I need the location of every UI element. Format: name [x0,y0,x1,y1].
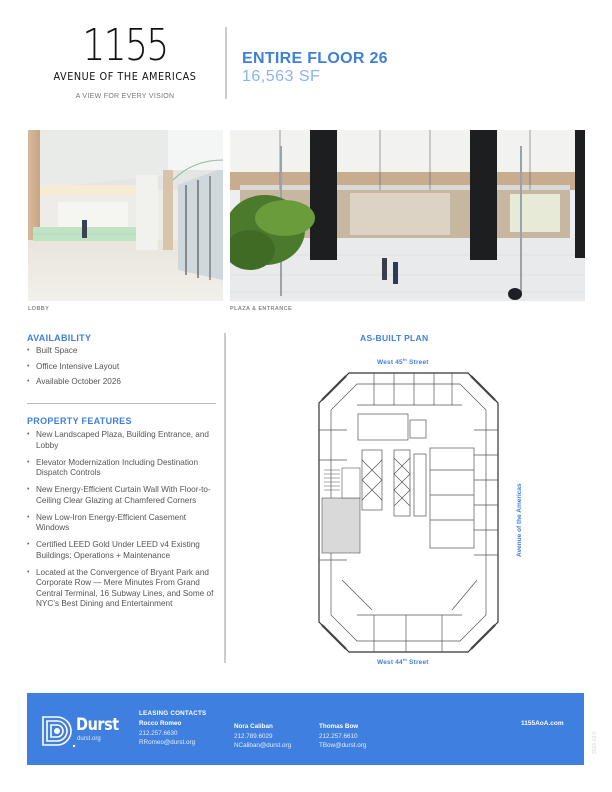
list-item: • Located at the Convergence of Bryant Park and Corporate Row — Mere Minutes From Grand Central Terminal, 16 Subway Lines, and Some of NYC’s Best Dining and Entertainment [27,568,217,610]
contact-card [319,722,366,751]
features-list [27,430,217,616]
availability-list [27,346,217,393]
list-item: • Available October 2026 [27,377,217,388]
contact-phone[interactable]: 212.257.6630 [139,729,178,737]
lobby-photo [28,130,223,301]
south-street-label: West 44th Street [377,657,429,667]
durst-url[interactable]: durst.org [77,736,101,742]
floor-plan [302,370,516,655]
building-name: AVENUE OF THE AMERICAS [53,71,197,83]
contact-name: Nora Caliban [234,723,273,730]
contact-email[interactable]: TBow@durst.org [319,742,367,749]
contact-email[interactable]: NCaliban@durst.org [234,742,292,749]
plaza-photo [230,130,585,301]
lobby-caption: LOBBY [28,306,50,312]
list-item: • Certified LEED Gold Under LEED v4 Existing Buildings: Operations + Maintenance [27,540,217,561]
contact-phone[interactable]: 212.789.6029 [234,732,273,740]
building-number: 1155 [82,20,168,71]
building-logo [30,20,220,100]
document-code: 2026-02-5 [592,731,598,754]
list-item: • New Energy-Efficient Curtain Wall With Floor-to-Ceiling Clear Glazing at Chamfered Corners [27,485,217,506]
floor-area: 16,563 SF [242,68,321,85]
list-item: • New Landscaped Plaza, Building Entrance, and Lobby [27,430,217,451]
contact-name: Rocco Romeo [139,720,182,727]
contact-card [234,722,291,751]
list-item: • Built Space [27,346,217,357]
column-divider [224,333,226,663]
list-item: • New Low-Iron Energy-Efficient Casement Windows [27,513,217,534]
availability-heading: AVAILABILITY [27,333,92,343]
avenue-label: Avenue of the Americas [516,483,523,557]
footer-bar [27,693,584,765]
website-link[interactable]: 1155AoA.com [521,720,564,727]
header-divider [225,27,227,99]
section-divider [27,403,216,404]
floor-title: ENTIRE FLOOR 26 [242,50,388,67]
contacts-heading: LEASING CONTACTS [139,710,207,717]
north-street-label: West 45th Street [377,357,429,367]
list-item: • Elevator Modernization Including Destination Dispatch Controls [27,458,217,479]
tagline: A VIEW FOR EVERY VISION [75,93,175,100]
contact-phone[interactable]: 212.257.6610 [319,732,358,740]
plan-heading: AS-BUILT PLAN [360,333,429,343]
durst-brand: Durst [76,715,119,735]
contact-name: Thomas Bow [319,723,359,730]
features-heading: PROPERTY FEATURES [27,416,132,426]
contact-card [139,719,195,748]
contact-email[interactable]: RRomeo@durst.org [139,739,196,746]
list-item: • Office Intensive Layout [27,362,217,373]
plaza-caption: PLAZA & ENTRANCE [230,306,293,312]
